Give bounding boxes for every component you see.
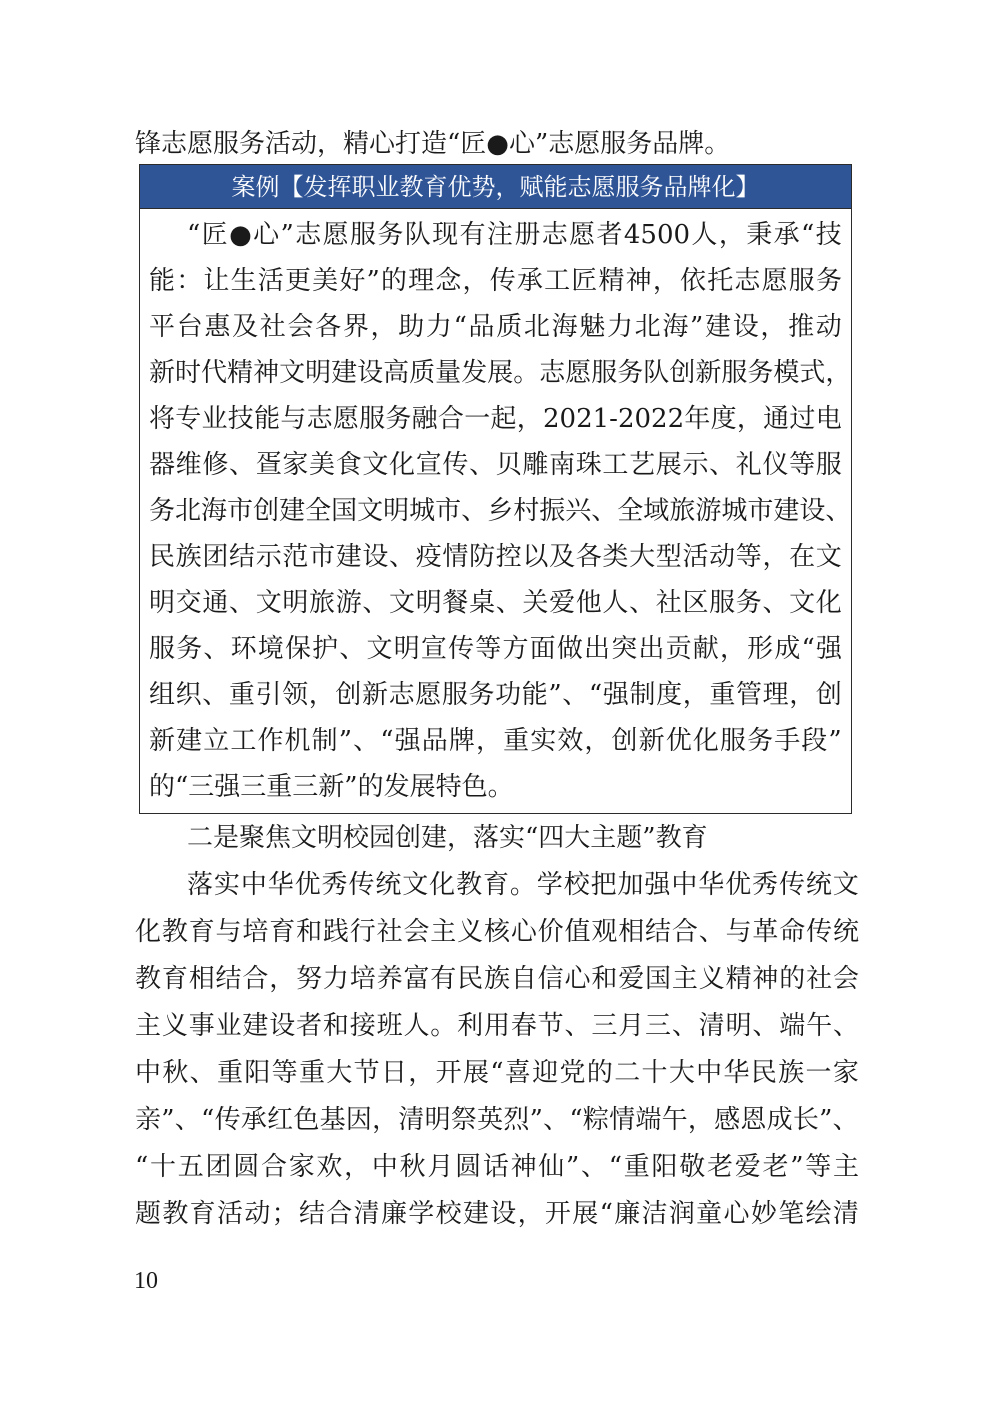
case-line: 新 建 立 工 作 机 制 ” 、 “ 强 品 牌 ， 重 实 效 ， 创 新 优 化 服 务 手 段 ” [149,726,842,756]
body-line: 中 秋 、 重 阳 等 重 大 节 日 ， 开 展 “ 喜 迎 党 的 二 十 大 中 华 民 族 一 家 [135,1058,859,1088]
case-line: 的“三强三重三新”的发展特色。 [149,772,514,802]
body-line: 教 育 相 结 合 ， 努 力 培 养 富 有 民 族 自 信 心 和 爱 国 主 义 精 神 的 社 会 [135,964,859,994]
page-number: 10 [134,1268,158,1294]
body-line: 落 实 中 华 优 秀 传 统 文 化 教 育 。 学 校 把 加 强 中 华 优 秀 传 统 文 [187,870,859,900]
case-line: 务 北 海 市 创 建 全 国 文 明 城 市 、 乡 村 振 兴 、 全 域 旅 游 城 市 建 设 、 [149,496,852,526]
case-line: 器 维 修 、 疍 家 美 食 文 化 宣 传 、 贝 雕 南 珠 工 艺 展 示 、 礼 仪 等 服 [149,450,842,480]
case-line: 明 交 通 、 文 明 旅 游 、 文 明 餐 桌 、 关 爱 他 人 、 社 区 服 务 、 文 化 [149,588,842,618]
case-line: 平 台 惠 及 社 会 各 界 ， 助 力 “ 品 质 北 海 魅 力 北 海 ” 建 设 ， 推 动 [149,312,842,342]
case-box [139,164,852,814]
case-line: 组 织 、 重 引 领 ， 创 新 志 愿 服 务 功 能 ” 、 “ 强 制 度 ， 重 管 理 ， 创 [149,680,842,710]
case-line: 服 务 、 环 境 保 护 、 文 明 宣 传 等 方 面 做 出 突 出 贡 献 ， 形 成 “ 强 [149,634,842,664]
body-line: 题 教 育 活 动 ； 结 合 清 廉 学 校 建 设 ， 开 展 “ 廉 洁 润 童 心 妙 笔 绘 清 [135,1199,859,1229]
case-line: “ 匠 ● 心 ” 志 愿 服 务 队 现 有 注 册 志 愿 者 4500 人 ， 秉 承 “ 技 [187,220,842,250]
intro-line: 锋志愿服务活动，精心打造“匠●心”志愿服务品牌。 [135,129,731,159]
case-line: 新 时 代 精 神 文 明 建 设 高 质 量 发 展 。 志 愿 服 务 队 创 新 服 务 模 式 ， [149,358,852,388]
case-line: 将 专 业 技 能 与 志 愿 服 务 融 合 一 起 ， 2021-2022 年 度 ， 通 过 电 [149,404,842,434]
section-heading: 二是聚焦文明校园创建，落实“四大主题”教育 [187,823,708,853]
case-line: 民 族 团 结 示 范 市 建 设 、 疫 情 防 控 以 及 各 类 大 型 活 动 等 ， 在 文 [149,542,842,572]
body-line: 亲 ” 、 “ 传 承 红 色 基 因 ， 清 明 祭 英 烈 ” 、 “ 粽 情 端 午 ， 感 恩 成 长 ” 、 [135,1105,859,1135]
body-line: “ 十 五 团 圆 合 家 欢 ， 中 秋 月 圆 话 神 仙 ” 、 “ 重 阳 敬 老 爱 老 ” 等 主 [135,1152,859,1182]
body-line: 化 教 育 与 培 育 和 践 行 社 会 主 义 核 心 价 值 观 相 结 合 、 与 革 命 传 统 [135,917,859,947]
case-title: 案例【发挥职业教育优势，赋能志愿服务品牌化】 [140,165,851,209]
case-line: 能 ： 让 生 活 更 美 好 ” 的 理 念 ， 传 承 工 匠 精 神 ， 依 托 志 愿 服 务 [149,266,842,296]
body-line: 主 义 事 业 建 设 者 和 接 班 人 。 利 用 春 节 、 三 月 三 、 清 明 、 端 午 、 [135,1011,859,1041]
